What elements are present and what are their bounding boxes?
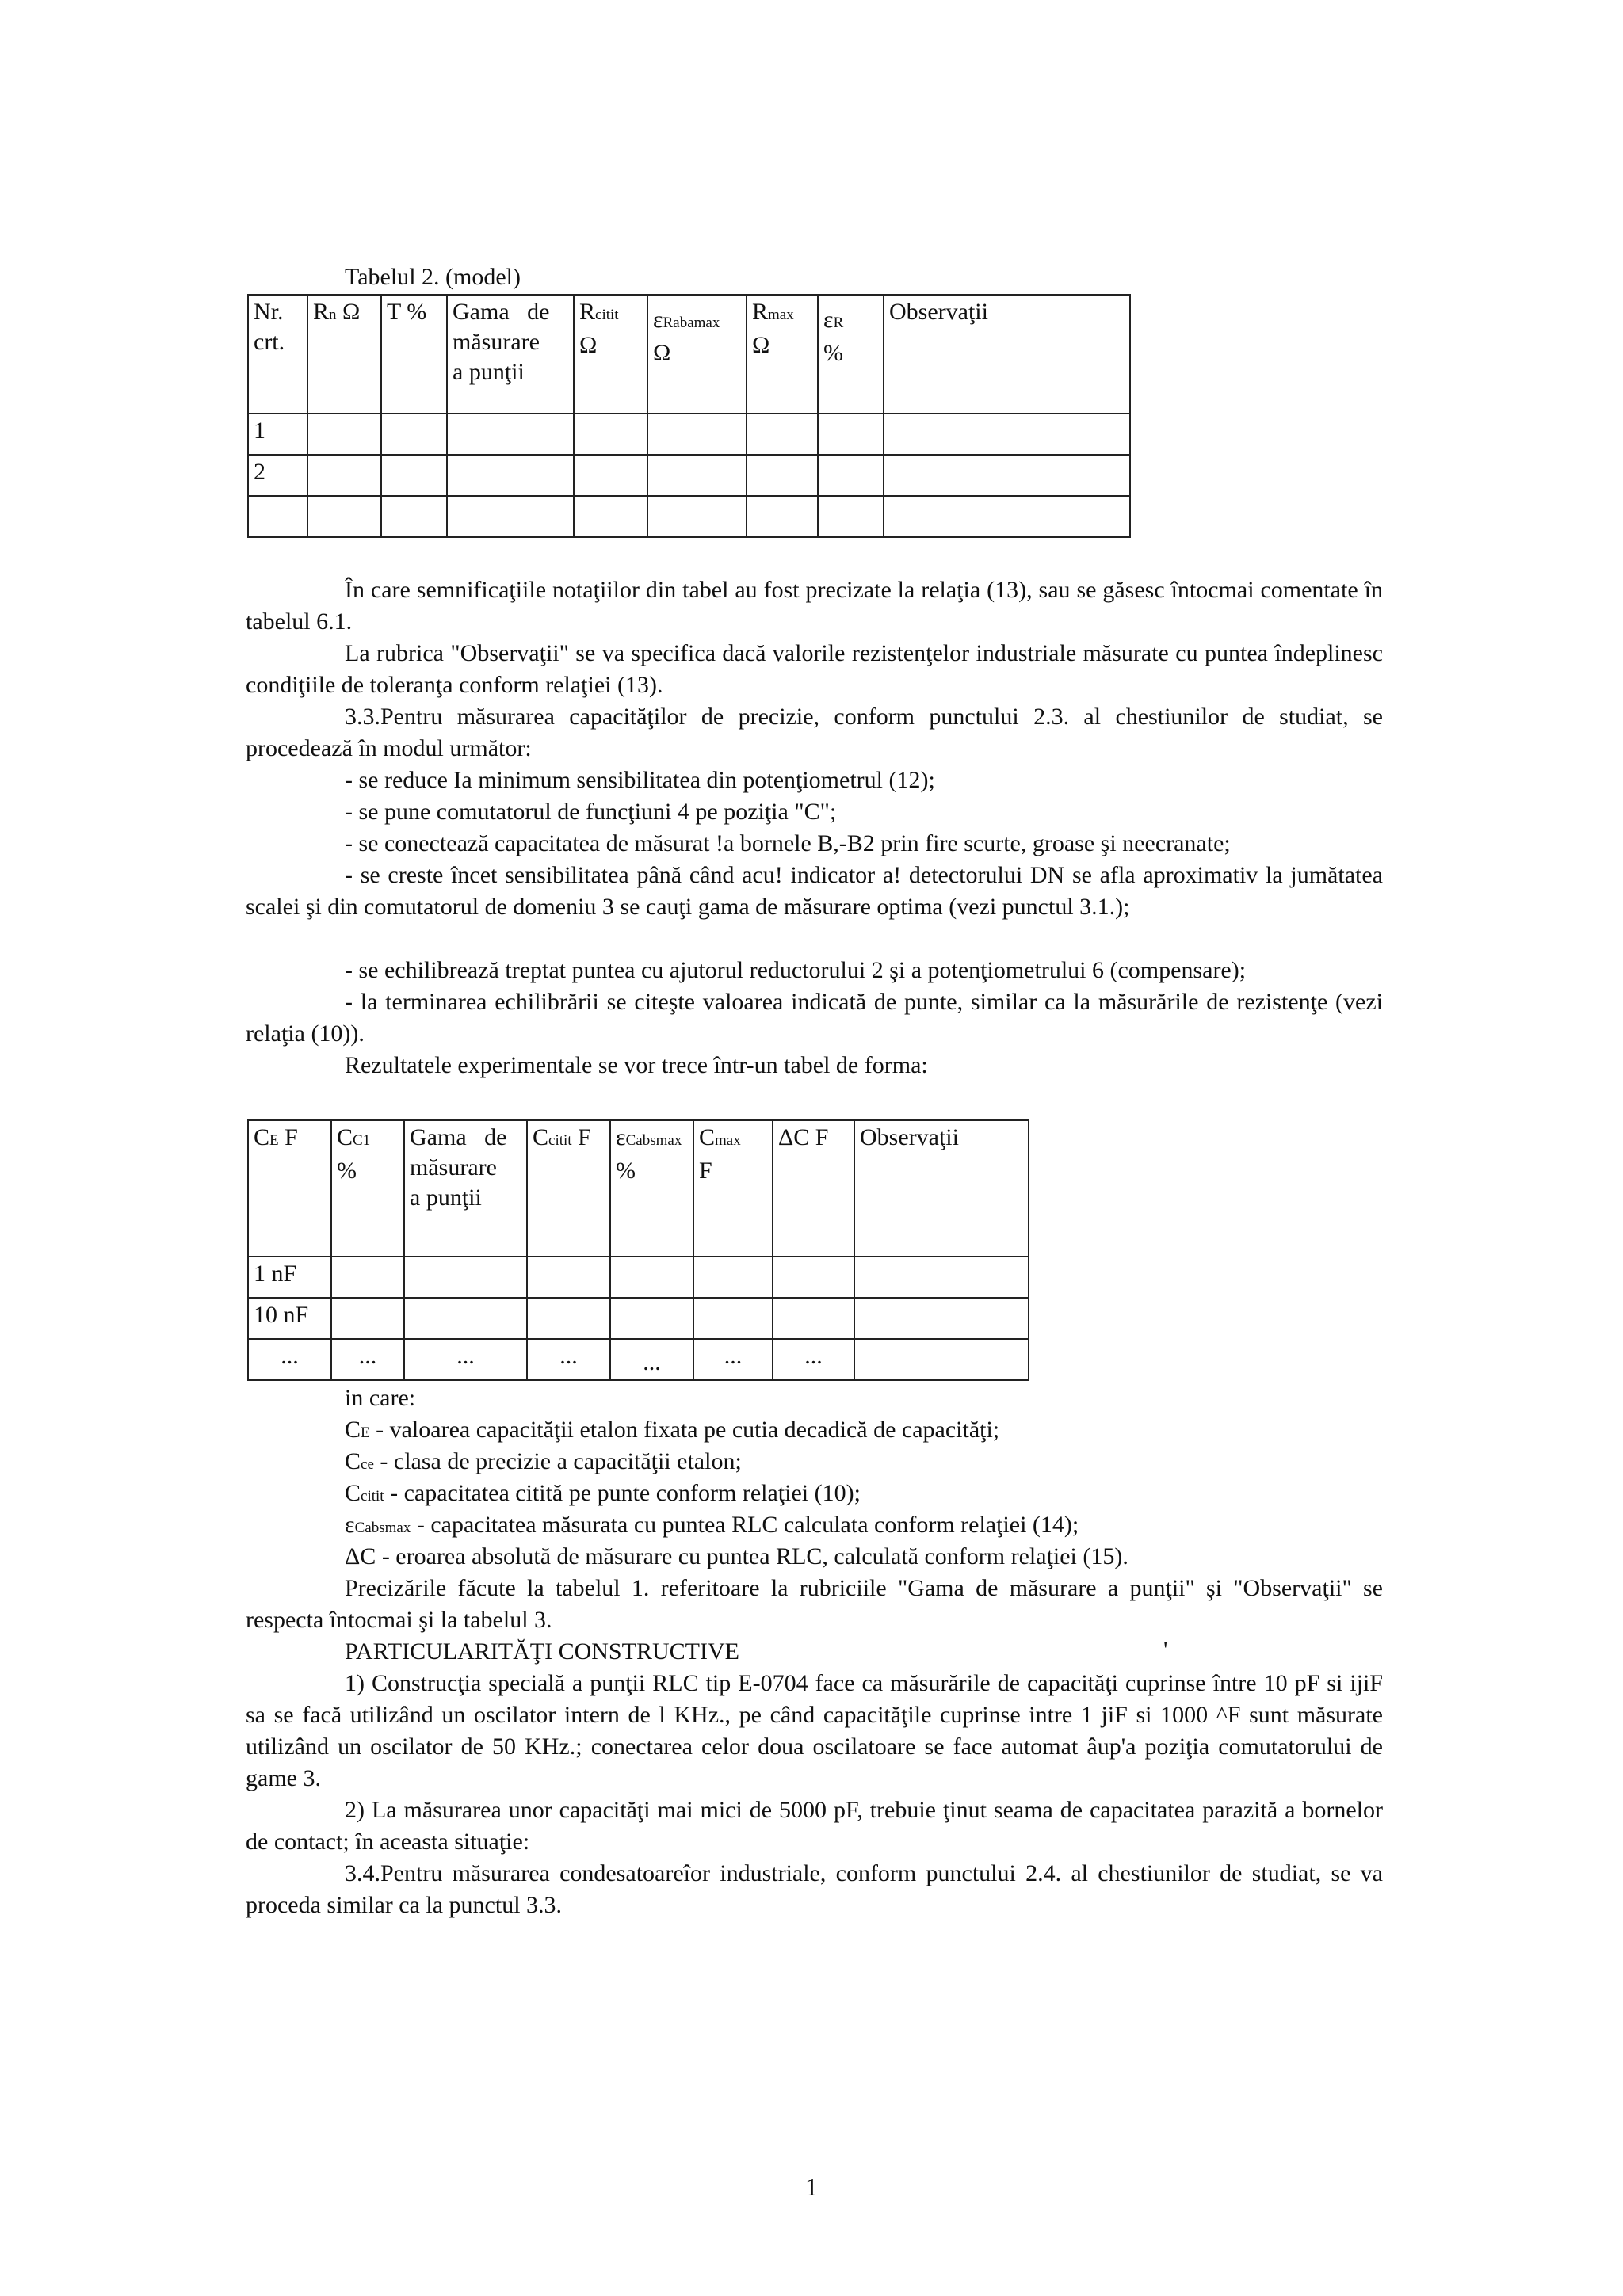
legend-item: CE - valoarea capacităţii etalon fixata pe cutia decadică de capacităţi; [345,1417,1000,1443]
page-number: 1 [805,2172,818,2201]
paragraph: Rezultatele experimentale se vor trece într-un tabel de forma: [345,1052,928,1078]
header-observatii: Observaţii [884,295,1130,414]
paragraph: Precizările făcute la tabelul 1. referitoare la rubriciile "Gama de măsurare a punţii" şi "Observaţii" se respecta întocmai şi la tabelul 3. [246,1575,1383,1633]
header-ce: CE F [248,1120,331,1257]
procedure-step: - la terminarea echilibrării se citeşte valoarea indicată de punte, similar ca la măsurările de rezistenţe (vezi relaţia (10)). [246,989,1383,1047]
header-rmax: Rmax Ω [747,295,818,414]
legend-intro: in care: [345,1385,416,1411]
header-observatii: Observaţii [854,1120,1029,1257]
procedure-step: - se reduce Ia minimum sensibilitatea din potenţiometrul (12); [345,767,935,793]
header-eps-rabs: εRabamax Ω [647,295,747,414]
procedure-step: - se echilibrează treptat puntea cu ajutorul reductorului 2 şi a potenţiometrului 6 (compensare); [345,957,1247,983]
procedure-step: - se creste încet sensibilitatea până când acu! indicator a! detectorului DN se afla aproximativ la jumătatea scalei şi din comutatorul de domeniu 3 se cauţi gama de măsurare optima (vezi punctul 3.1.); [246,862,1383,920]
header-rcitit: Rcitit Ω [574,295,647,414]
section-heading: PARTICULARITĂŢI CONSTRUCTIVE [345,1638,739,1665]
legend-item: εCabsmax - capacitatea măsurata cu puntea RLC calculata conform relaţiei (14); [345,1512,1079,1538]
paragraph: 3.3.Pentru măsurarea capacităţilor de precizie, conform punctului 2.3. al chestiunilor de studiat, se procedează în modul următor: [246,704,1383,761]
table1 [247,294,1131,538]
table1-header-row [248,295,1130,414]
header-rn: Rn Ω [307,295,381,414]
header-eps-r: εR % [818,295,884,414]
header-dc: ΔC F [773,1120,854,1257]
header-t: T % [381,295,447,414]
table-row: 1 [248,414,1130,455]
table2 [247,1119,1029,1381]
legend-item: ΔC - eroarea absolută de măsurare cu puntea RLC, calculată conform relaţiei (15). [345,1543,1128,1569]
header-eps-cabs: εCabsmax % [610,1120,693,1257]
table-row: 10 nF [248,1298,1029,1339]
paragraph: 3.4.Pentru măsurarea condesatoareîor industriale, conform punctului 2.4. al chestiunilor de studiat, se va proceda similar ca la punctul 3.3. [246,1860,1383,1918]
header-cc1: CC1 % [331,1120,404,1257]
table-row [248,496,1130,537]
table-row: 2 [248,455,1130,496]
header-gama: Gama de măsurare a punţii [447,295,574,414]
paragraph: 2) La măsurarea unor capacităţi mai mici de 5000 pF, trebuie ţinut seama de capacitatea parazită a bornelor de contact; în aceasta situaţie: [246,1797,1383,1855]
paragraph: La rubrica "Observaţii" se va specifica dacă valorile rezistenţelor industriale măsurate cu puntea îndeplinesc condiţiile de toleranţa conform relaţiei (13). [246,640,1383,698]
table2-header-row [248,1120,1029,1257]
table1-caption: Tabelul 2. (model) [345,264,521,290]
paragraph: 1) Construcţia specială a punţii RLC tip E-0704 face ca măsurările de capacităţi cuprinse între 10 pF si ijiF sa se facă utilizând un oscilator intern de l KHz., pe când capacităţile cuprinse intre 1 jiF si 1000 ^F sunt măsurate utilizând un oscilator de 50 KHz.; conectarea celor doua oscilatoare se face automat âup'a poziţia comutatorului de game 3. [246,1670,1383,1791]
legend-item: Ccitit - capacitatea citită pe punte conform relaţiei (10); [345,1480,861,1506]
paragraph: În care semnificaţiile notaţiilor din tabel au fost precizate la relaţia (13), sau se găsesc întocmai comentate în tabelul 6.1. [246,577,1383,635]
header-cmax: Cmax F [693,1120,773,1257]
table-row: 1 nF [248,1257,1029,1298]
procedure-step: - se pune comutatorul de funcţiuni 4 pe poziţia "C"; [345,799,837,825]
procedure-step: - se conectează capacitatea de măsurat !a bornele B,-B2 prin fire scurte, groase şi neecranate; [345,830,1231,856]
table-row: ... ... ... ... ... ... ... [248,1339,1029,1380]
header-ccitit: Ccitit F [527,1120,610,1257]
legend-item: Cce - clasa de precizie a capacităţii etalon; [345,1448,742,1474]
header-nr: Nr. crt. [248,295,307,414]
header-gama: Gama de măsurare a punţii [404,1120,527,1257]
stray-mark: ' [1163,1637,1168,1663]
